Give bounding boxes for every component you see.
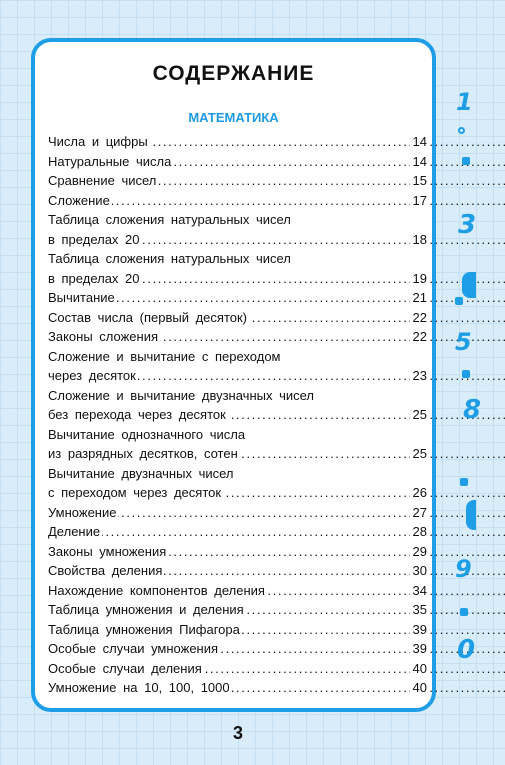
decor-digit: 8 bbox=[463, 395, 482, 425]
toc-entry-continuation bbox=[48, 464, 427, 484]
toc-entry-page: 15 bbox=[410, 171, 427, 191]
toc-entry-page: 22 bbox=[410, 308, 427, 328]
toc-entry-title: Вычитание двузначных чисел bbox=[48, 465, 234, 481]
toc-entry bbox=[48, 132, 427, 152]
toc-entry bbox=[48, 542, 427, 562]
decor-digit: 1 bbox=[456, 88, 473, 116]
toc-entry-title: Нахождение компонентов деления bbox=[48, 582, 265, 598]
toc-entry-page: 25 bbox=[410, 405, 427, 425]
toc-entry bbox=[48, 230, 427, 250]
toc-entry-title: Законы умножения bbox=[48, 543, 167, 559]
toc-entry-page: 26 bbox=[410, 483, 427, 503]
toc-entry-continuation bbox=[48, 249, 427, 269]
toc-entry-title: из разрядных десятков, сотен bbox=[48, 446, 238, 461]
toc-entry-page: 27 bbox=[410, 503, 427, 523]
toc-entry-title: Сложение bbox=[48, 192, 110, 208]
toc-entry-title: Сложение и вычитание двузначных чисел bbox=[48, 387, 315, 403]
toc-entry bbox=[48, 444, 427, 464]
toc-entry bbox=[48, 678, 427, 698]
toc-entry-page: 30 bbox=[410, 561, 427, 581]
toc-entry-page: 18 bbox=[410, 230, 427, 250]
toc-entry bbox=[48, 171, 427, 191]
decor-dot bbox=[460, 608, 468, 616]
toc-entry bbox=[48, 503, 427, 523]
decor-dot bbox=[458, 127, 465, 134]
decor-dot bbox=[462, 157, 470, 165]
toc-entry-page: 25 bbox=[410, 444, 427, 464]
toc-entry-title: Законы сложения bbox=[48, 329, 159, 344]
toc-entry-page: 28 bbox=[410, 522, 427, 542]
toc-entry-title: с переходом через десяток bbox=[48, 485, 222, 500]
toc-entry-title: Вычитание однозначного числа bbox=[48, 426, 246, 442]
toc-entry bbox=[48, 483, 427, 503]
decor-dot bbox=[466, 500, 476, 530]
toc-entry-title: в пределах 20 bbox=[48, 231, 140, 247]
toc-entry bbox=[48, 600, 427, 620]
decor-dot bbox=[462, 272, 476, 298]
decor-dot bbox=[460, 478, 468, 486]
toc-entry-continuation bbox=[48, 425, 427, 445]
toc-entry-title: Умножение bbox=[48, 504, 117, 520]
toc-entry bbox=[48, 152, 427, 172]
toc-entry-title: Таблица сложения натуральных чисел bbox=[48, 212, 291, 227]
toc-entry-title: в пределах 20 bbox=[48, 270, 140, 286]
decor-dot bbox=[462, 370, 470, 378]
toc-entry bbox=[48, 659, 427, 679]
toc-entry-title: Таблица умножения и деления bbox=[48, 602, 244, 617]
toc-entry bbox=[48, 639, 427, 659]
toc-entry-continuation bbox=[48, 347, 427, 367]
toc-entry bbox=[48, 561, 427, 581]
toc-entry-continuation bbox=[48, 386, 427, 406]
toc-entry bbox=[48, 620, 427, 640]
decor-digit: 9 bbox=[455, 555, 472, 583]
toc-entry bbox=[48, 308, 427, 328]
contents-card bbox=[31, 38, 436, 712]
toc-entry-title: Особые случаи умножения bbox=[48, 641, 219, 656]
toc-entry-page: 23 bbox=[410, 366, 427, 386]
toc-entry-title: Числа и цифры bbox=[48, 134, 148, 149]
toc-entry bbox=[48, 327, 427, 347]
toc-entry-title: Таблица умножения Пифагора bbox=[48, 621, 240, 637]
table-of-contents bbox=[48, 132, 427, 698]
toc-entry-title: через десяток bbox=[48, 368, 136, 383]
decor-dot bbox=[455, 297, 463, 305]
toc-entry bbox=[48, 191, 427, 211]
toc-entry-title: Вычитание bbox=[48, 290, 115, 305]
toc-entry-title: Натуральные числа bbox=[48, 153, 172, 169]
toc-entry-page: 34 bbox=[410, 581, 427, 601]
toc-entry-title: Особые случаи деления bbox=[48, 660, 202, 676]
toc-entry-title: Деление bbox=[48, 524, 101, 539]
toc-entry-title: Таблица сложения натуральных чисел bbox=[48, 251, 291, 266]
toc-entry-page: 29 bbox=[410, 542, 427, 562]
toc-entry-page: 40 bbox=[410, 659, 427, 679]
toc-entry bbox=[48, 522, 427, 542]
toc-entry-page: 19 bbox=[410, 269, 427, 289]
toc-entry bbox=[48, 581, 427, 601]
toc-entry-continuation bbox=[48, 210, 427, 230]
toc-entry-page: 39 bbox=[410, 620, 427, 640]
toc-entry-title: Сравнение чисел bbox=[48, 173, 157, 188]
toc-entry-title: Состав числа (первый десяток) bbox=[48, 309, 247, 325]
toc-entry-page: 39 bbox=[410, 639, 427, 659]
toc-entry-page: 21 bbox=[410, 288, 427, 308]
page-number: 3 bbox=[232, 723, 243, 743]
page-title: СОДЕРЖАНИЕ bbox=[152, 62, 315, 85]
decor-digit: 0 bbox=[457, 635, 476, 665]
toc-entry-page: 22 bbox=[410, 327, 427, 347]
toc-entry-page: 17 bbox=[410, 191, 427, 211]
toc-entry-page: 35 bbox=[410, 600, 427, 620]
decor-digit: 3 bbox=[458, 210, 477, 240]
toc-entry bbox=[48, 269, 427, 289]
toc-entry-page: 40 bbox=[410, 678, 427, 698]
toc-entry-title: без перехода через десяток bbox=[48, 407, 226, 422]
toc-entry-title: Умножение на 10, 100, 1000 bbox=[48, 680, 230, 695]
decor-digit: 5 bbox=[455, 328, 472, 356]
toc-entry bbox=[48, 288, 427, 308]
toc-entry-page: 14 bbox=[410, 132, 427, 152]
toc-entry bbox=[48, 366, 427, 386]
toc-entry-page: 14 bbox=[410, 152, 427, 172]
toc-entry-title: Сложение и вычитание с переходом bbox=[48, 348, 281, 364]
section-title: МАТЕМАТИКА bbox=[188, 110, 279, 125]
toc-entry bbox=[48, 405, 427, 425]
toc-entry-title: Свойства деления bbox=[48, 563, 163, 578]
